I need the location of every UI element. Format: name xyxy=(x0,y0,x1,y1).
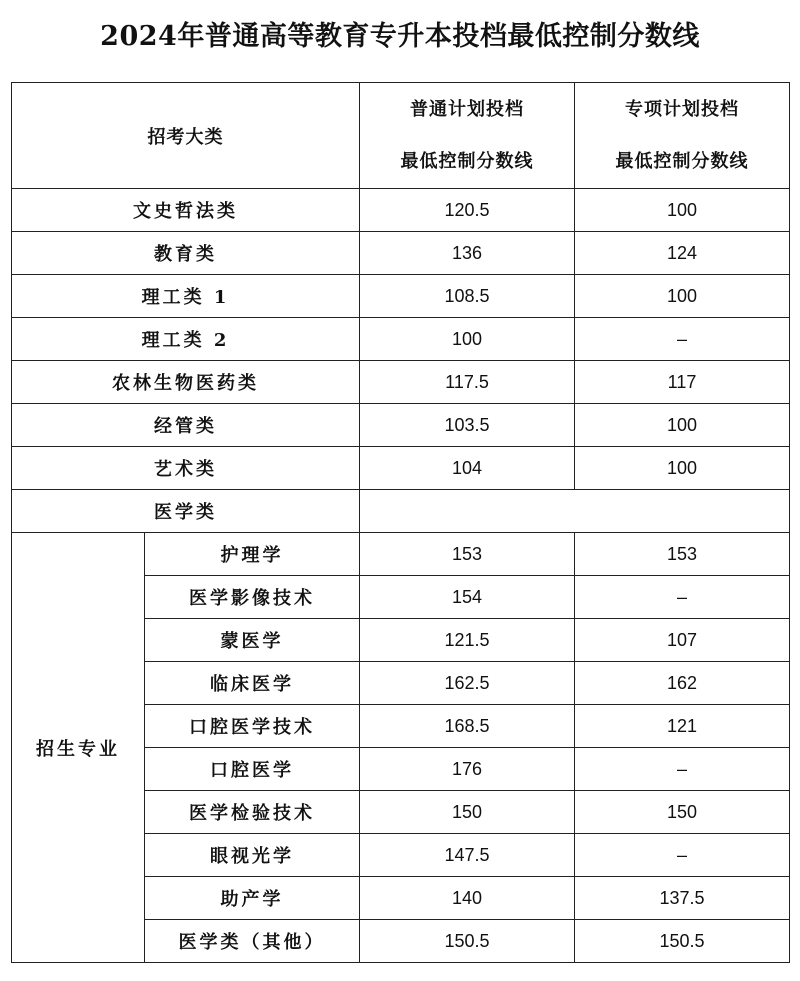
special-score-cell: – xyxy=(575,834,790,877)
header-row xyxy=(12,83,790,189)
table-row xyxy=(12,189,790,232)
general-score-cell: 140 xyxy=(360,877,575,920)
special-score-cell: 100 xyxy=(575,447,790,490)
major-name-cell: 医学检验技术 xyxy=(145,791,360,834)
special-score-cell: 162 xyxy=(575,662,790,705)
general-score-cell: 176 xyxy=(360,748,575,791)
category-cell: 理工类 2 xyxy=(12,318,360,361)
general-score-cell: 104 xyxy=(360,447,575,490)
general-score-cell: 120.5 xyxy=(360,189,575,232)
special-score-cell: 100 xyxy=(575,404,790,447)
table-row xyxy=(12,361,790,404)
table-row xyxy=(12,447,790,490)
table-row xyxy=(12,232,790,275)
special-score-cell: 150.5 xyxy=(575,920,790,963)
special-score-cell: 100 xyxy=(575,189,790,232)
major-name-cell: 口腔医学 xyxy=(145,748,360,791)
category-cell: 文史哲法类 xyxy=(12,189,360,232)
special-score-cell: – xyxy=(575,576,790,619)
table-row xyxy=(12,275,790,318)
general-score-cell: 100 xyxy=(360,318,575,361)
special-score-cell: 153 xyxy=(575,533,790,576)
table-row xyxy=(12,404,790,447)
special-score-cell: 107 xyxy=(575,619,790,662)
category-cell: 理工类 1 xyxy=(12,275,360,318)
special-score-cell: 117 xyxy=(575,361,790,404)
special-score-cell: – xyxy=(575,318,790,361)
general-score-cell: 150 xyxy=(360,791,575,834)
category-cell: 经管类 xyxy=(12,404,360,447)
major-name-cell: 护理学 xyxy=(145,533,360,576)
special-score-cell: 137.5 xyxy=(575,877,790,920)
general-score-cell: 108.5 xyxy=(360,275,575,318)
special-score-cell: 124 xyxy=(575,232,790,275)
general-score-cell: 103.5 xyxy=(360,404,575,447)
major-name-cell: 医学类（其他） xyxy=(145,920,360,963)
header-special-plan xyxy=(575,83,790,189)
header-general-line2: 最低控制分数线 xyxy=(400,150,534,172)
general-score-cell: 154 xyxy=(360,576,575,619)
general-score-cell: 147.5 xyxy=(360,834,575,877)
score-table xyxy=(11,82,790,963)
header-special-line2: 最低控制分数线 xyxy=(615,150,749,172)
general-score-cell: 117.5 xyxy=(360,361,575,404)
special-score-cell: 100 xyxy=(575,275,790,318)
category-cell: 艺术类 xyxy=(12,447,360,490)
medical-empty-cell xyxy=(360,490,790,533)
major-name-cell: 眼视光学 xyxy=(145,834,360,877)
major-group-label: 招生专业 xyxy=(12,533,145,963)
major-name-cell: 蒙医学 xyxy=(145,619,360,662)
general-score-cell: 168.5 xyxy=(360,705,575,748)
special-score-cell: 121 xyxy=(575,705,790,748)
major-name-cell: 口腔医学技术 xyxy=(145,705,360,748)
general-score-cell: 121.5 xyxy=(360,619,575,662)
general-score-cell: 153 xyxy=(360,533,575,576)
major-name-cell: 医学影像技术 xyxy=(145,576,360,619)
special-score-cell: – xyxy=(575,748,790,791)
major-name-cell: 临床医学 xyxy=(145,662,360,705)
special-score-cell: 150 xyxy=(575,791,790,834)
table-row xyxy=(12,533,790,576)
header-special-line1: 专项计划投档 xyxy=(625,98,739,120)
medical-category-cell: 医学类 xyxy=(12,490,360,533)
category-cell: 农林生物医药类 xyxy=(12,361,360,404)
general-score-cell: 136 xyxy=(360,232,575,275)
general-score-cell: 150.5 xyxy=(360,920,575,963)
page-title: 2024年普通高等教育专升本投档最低控制分数线 xyxy=(100,21,700,52)
header-general-plan xyxy=(360,83,575,189)
table-row xyxy=(12,318,790,361)
general-score-cell: 162.5 xyxy=(360,662,575,705)
header-general-line1: 普通计划投档 xyxy=(410,98,524,120)
category-cell: 教育类 xyxy=(12,232,360,275)
medical-category-row xyxy=(12,490,790,533)
major-name-cell: 助产学 xyxy=(145,877,360,920)
header-category: 招考大类 xyxy=(12,83,360,189)
